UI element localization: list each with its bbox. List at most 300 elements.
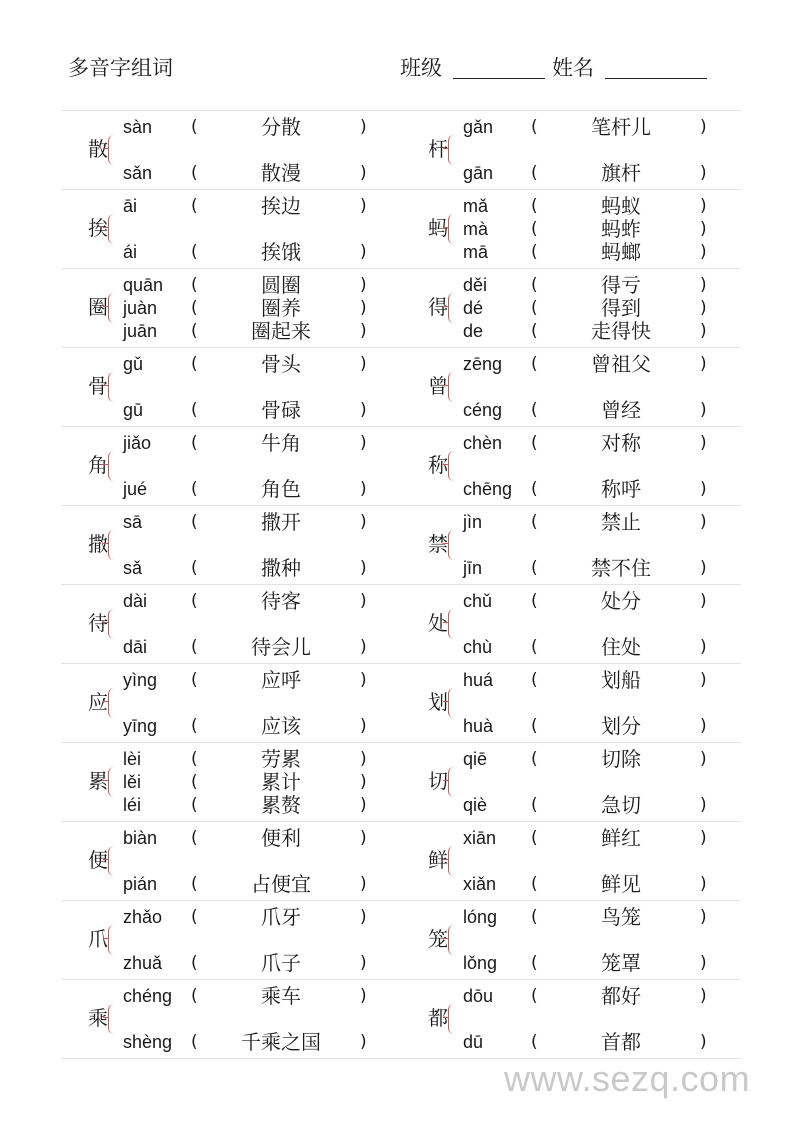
open-paren: ( — [191, 1032, 198, 1052]
table-row — [61, 189, 741, 268]
open-paren: ( — [531, 400, 538, 420]
pinyin: zhǎo — [123, 907, 163, 927]
word-answer[interactable]: 乘车 — [261, 984, 301, 1008]
close-paren: ) — [700, 433, 707, 453]
brace-icon — [448, 451, 456, 481]
polyphone-char: 曾 — [428, 374, 448, 398]
word-answer[interactable]: 旗杆 — [601, 161, 641, 185]
polyphone-char: 散 — [88, 137, 108, 161]
open-paren: ( — [191, 163, 198, 183]
open-paren: ( — [191, 242, 198, 262]
word-answer[interactable]: 鸟笼 — [601, 905, 641, 929]
char-entry — [61, 585, 401, 663]
close-paren: ) — [360, 795, 367, 815]
word-answer[interactable]: 鲜见 — [601, 872, 641, 896]
char-entry — [61, 901, 401, 979]
open-paren: ( — [191, 400, 198, 420]
open-paren: ( — [531, 670, 538, 690]
word-answer[interactable]: 走得快 — [591, 319, 651, 343]
reading-line — [401, 794, 741, 816]
reading-line — [61, 590, 401, 612]
polyphone-char: 划 — [428, 690, 448, 714]
polyphone-char: 鲜 — [428, 848, 448, 872]
close-paren: ) — [700, 354, 707, 374]
close-paren: ) — [360, 275, 367, 295]
word-answer[interactable]: 蚂螂 — [601, 240, 641, 264]
polyphone-char: 处 — [428, 611, 448, 635]
pinyin: dé — [463, 298, 484, 318]
brace-icon — [448, 846, 456, 876]
open-paren: ( — [531, 354, 538, 374]
open-paren: ( — [531, 512, 538, 532]
word-answer[interactable]: 蚂蚁 — [601, 194, 641, 218]
close-paren: ) — [700, 795, 707, 815]
open-paren: ( — [191, 670, 198, 690]
open-paren: ( — [531, 479, 538, 499]
close-paren: ) — [360, 828, 367, 848]
reading-line — [61, 636, 401, 658]
reading-line — [61, 195, 401, 217]
pinyin: chéng — [123, 986, 173, 1006]
char-entry — [401, 427, 741, 505]
polyphone-char: 乘 — [88, 1006, 108, 1030]
brace-icon — [448, 609, 456, 639]
close-paren: ) — [360, 637, 367, 657]
pinyin: jìn — [463, 512, 483, 532]
char-entry — [61, 980, 401, 1058]
pinyin: juān — [123, 321, 158, 341]
close-paren: ) — [360, 1032, 367, 1052]
close-paren: ) — [700, 670, 707, 690]
open-paren: ( — [531, 637, 538, 657]
close-paren: ) — [700, 242, 707, 262]
reading-line — [401, 432, 741, 454]
close-paren: ) — [700, 163, 707, 183]
close-paren: ) — [700, 907, 707, 927]
polyphone-char: 便 — [88, 848, 108, 872]
polyphone-char: 撒 — [88, 532, 108, 556]
pinyin: lěi — [123, 772, 142, 792]
word-answer[interactable]: 划分 — [601, 714, 641, 738]
open-paren: ( — [191, 275, 198, 295]
open-paren: ( — [531, 795, 538, 815]
pinyin: qiē — [463, 749, 488, 769]
char-entry — [401, 506, 741, 584]
close-paren: ) — [360, 242, 367, 262]
close-paren: ) — [360, 670, 367, 690]
word-answer[interactable]: 笼罩 — [601, 951, 641, 975]
reading-line — [61, 771, 401, 793]
reading-line — [401, 985, 741, 1007]
close-paren: ) — [700, 1032, 707, 1052]
table-row — [61, 347, 741, 426]
open-paren: ( — [531, 828, 538, 848]
brace-icon — [448, 688, 456, 718]
close-paren: ) — [360, 716, 367, 736]
char-entry — [61, 111, 401, 189]
polyphone-char: 蚂 — [428, 216, 448, 240]
close-paren: ) — [700, 196, 707, 216]
reading-line — [401, 1031, 741, 1053]
pinyin: sǎ — [123, 558, 143, 578]
pinyin: chèn — [463, 433, 503, 453]
polyphone-char: 称 — [428, 453, 448, 477]
open-paren: ( — [531, 716, 538, 736]
brace-icon — [108, 135, 116, 165]
word-answer[interactable]: 撒开 — [261, 510, 301, 534]
pinyin: mā — [463, 242, 489, 262]
reading-line — [401, 827, 741, 849]
polyphone-char: 角 — [88, 453, 108, 477]
word-answer[interactable]: 禁不住 — [591, 556, 651, 580]
close-paren: ) — [360, 163, 367, 183]
pinyin: gān — [463, 163, 494, 183]
reading-line — [61, 432, 401, 454]
open-paren: ( — [191, 749, 198, 769]
pinyin: sàn — [123, 117, 153, 137]
open-paren: ( — [531, 321, 538, 341]
open-paren: ( — [531, 1032, 538, 1052]
close-paren: ) — [700, 479, 707, 499]
table-row — [61, 979, 741, 1059]
name-label: 姓名 — [552, 56, 594, 80]
reading-line — [61, 399, 401, 421]
polyphone-char: 骨 — [88, 374, 108, 398]
pinyin: sā — [123, 512, 143, 532]
word-answer[interactable]: 称呼 — [601, 477, 641, 501]
close-paren: ) — [700, 986, 707, 1006]
reading-line — [61, 985, 401, 1007]
word-answer[interactable]: 对称 — [601, 431, 641, 455]
close-paren: ) — [360, 591, 367, 611]
open-paren: ( — [191, 907, 198, 927]
open-paren: ( — [191, 986, 198, 1006]
close-paren: ) — [360, 953, 367, 973]
open-paren: ( — [531, 591, 538, 611]
pinyin: jiǎo — [123, 433, 152, 453]
worksheet-header — [68, 52, 728, 86]
word-answer[interactable]: 曾经 — [601, 398, 641, 422]
reading-line — [401, 218, 741, 240]
pinyin: mǎ — [463, 196, 489, 216]
table-row — [61, 900, 741, 979]
close-paren: ) — [700, 953, 707, 973]
pinyin: dū — [463, 1032, 484, 1052]
char-entry — [401, 348, 741, 426]
reading-line — [61, 353, 401, 375]
brace-icon — [108, 609, 116, 639]
word-answer[interactable]: 劳累 — [261, 747, 301, 771]
table-row — [61, 110, 741, 189]
word-answer[interactable]: 爪子 — [261, 951, 301, 975]
polyphone-char: 累 — [88, 769, 108, 793]
word-answer[interactable]: 牛角 — [261, 431, 301, 455]
reading-line — [401, 116, 741, 138]
word-answer[interactable]: 爪牙 — [261, 905, 301, 929]
open-paren: ( — [191, 512, 198, 532]
pinyin: jué — [123, 479, 148, 499]
class-label: 班级 — [400, 56, 442, 80]
word-answer[interactable]: 鲜红 — [601, 826, 641, 850]
reading-line — [61, 297, 401, 319]
close-paren: ) — [700, 117, 707, 137]
open-paren: ( — [531, 433, 538, 453]
close-paren: ) — [700, 558, 707, 578]
word-answer[interactable]: 骨碌 — [261, 398, 301, 422]
word-answer[interactable]: 累赘 — [261, 793, 301, 817]
reading-line — [401, 274, 741, 296]
word-answer[interactable]: 散漫 — [261, 161, 301, 185]
brace-icon — [108, 688, 116, 718]
pinyin: qiè — [463, 795, 488, 815]
char-entry — [61, 269, 401, 347]
pinyin: huá — [463, 670, 494, 690]
reading-line — [61, 241, 401, 263]
polyphone-char: 应 — [88, 690, 108, 714]
reading-line — [401, 906, 741, 928]
reading-line — [61, 669, 401, 691]
close-paren: ) — [700, 321, 707, 341]
pinyin: děi — [463, 275, 488, 295]
pinyin: chù — [463, 637, 493, 657]
reading-line — [61, 952, 401, 974]
close-paren: ) — [700, 591, 707, 611]
word-answer[interactable]: 骨头 — [261, 352, 301, 376]
reading-line — [61, 715, 401, 737]
word-answer[interactable]: 应呼 — [261, 668, 301, 692]
pinyin: gǎn — [463, 117, 494, 137]
pinyin: juàn — [123, 298, 158, 318]
close-paren: ) — [700, 749, 707, 769]
pinyin: dōu — [463, 986, 494, 1006]
open-paren: ( — [191, 117, 198, 137]
char-entry — [61, 664, 401, 742]
polyphone-char: 笼 — [428, 927, 448, 951]
char-entry — [61, 822, 401, 900]
reading-line — [401, 297, 741, 319]
open-paren: ( — [191, 828, 198, 848]
reading-line — [401, 162, 741, 184]
open-paren: ( — [191, 772, 198, 792]
polyphone-char: 爪 — [88, 927, 108, 951]
brace-icon — [448, 767, 456, 797]
word-answer[interactable]: 首都 — [601, 1030, 641, 1054]
open-paren: ( — [191, 354, 198, 374]
polyphone-char: 圈 — [88, 295, 108, 319]
word-answer[interactable]: 禁止 — [601, 510, 641, 534]
char-entry — [401, 585, 741, 663]
table-row — [61, 426, 741, 505]
polyphone-char: 挨 — [88, 216, 108, 240]
pinyin: lóng — [463, 907, 498, 927]
pinyin: gū — [123, 400, 144, 420]
reading-line — [401, 669, 741, 691]
table-row — [61, 505, 741, 584]
word-answer[interactable]: 圈养 — [261, 296, 301, 320]
brace-icon — [108, 530, 116, 560]
reading-line — [401, 748, 741, 770]
reading-line — [61, 1031, 401, 1053]
close-paren: ) — [700, 298, 707, 318]
pinyin: ái — [123, 242, 138, 262]
close-paren: ) — [360, 196, 367, 216]
word-answer[interactable]: 待客 — [261, 589, 301, 613]
pinyin: dāi — [123, 637, 148, 657]
word-answer[interactable]: 蚂蚱 — [601, 217, 641, 241]
open-paren: ( — [191, 479, 198, 499]
polyphone-char: 切 — [428, 769, 448, 793]
brace-icon — [108, 846, 116, 876]
brace-icon — [108, 214, 116, 244]
close-paren: ) — [360, 986, 367, 1006]
char-entry — [401, 822, 741, 900]
word-answer[interactable]: 都好 — [601, 984, 641, 1008]
open-paren: ( — [531, 219, 538, 239]
open-paren: ( — [191, 321, 198, 341]
table-row — [61, 268, 741, 347]
table-row — [61, 742, 741, 821]
reading-line — [401, 715, 741, 737]
brace-icon — [448, 1004, 456, 1034]
brace-icon — [448, 530, 456, 560]
word-answer[interactable]: 撒种 — [261, 556, 301, 580]
close-paren: ) — [360, 874, 367, 894]
reading-line — [61, 320, 401, 342]
word-answer[interactable]: 曾祖父 — [591, 352, 651, 376]
word-answer[interactable]: 累计 — [261, 770, 301, 794]
word-answer[interactable]: 便利 — [261, 826, 301, 850]
close-paren: ) — [360, 117, 367, 137]
open-paren: ( — [531, 749, 538, 769]
word-answer[interactable]: 千乘之国 — [241, 1030, 321, 1054]
polyphone-table — [61, 110, 741, 1059]
pinyin: pián — [123, 874, 158, 894]
char-entry — [61, 427, 401, 505]
reading-line — [401, 873, 741, 895]
pinyin: lǒng — [463, 953, 498, 973]
brace-icon — [448, 925, 456, 955]
reading-line — [61, 274, 401, 296]
word-answer[interactable]: 切除 — [601, 747, 641, 771]
reading-line — [61, 557, 401, 579]
worksheet-title: 多音字组词 — [68, 56, 173, 80]
word-answer[interactable]: 圆圈 — [261, 273, 301, 297]
reading-line — [401, 399, 741, 421]
word-answer[interactable]: 得到 — [601, 296, 641, 320]
reading-line — [61, 906, 401, 928]
polyphone-char: 禁 — [428, 532, 448, 556]
pinyin: yìng — [123, 670, 158, 690]
open-paren: ( — [191, 716, 198, 736]
open-paren: ( — [531, 907, 538, 927]
close-paren: ) — [360, 749, 367, 769]
reading-line — [401, 511, 741, 533]
word-answer[interactable]: 处分 — [601, 589, 641, 613]
pinyin: mà — [463, 219, 489, 239]
char-entry — [401, 980, 741, 1058]
word-answer[interactable]: 挨边 — [261, 194, 301, 218]
word-answer[interactable]: 笔杆儿 — [591, 115, 651, 139]
pinyin: biàn — [123, 828, 158, 848]
close-paren: ) — [360, 512, 367, 532]
reading-line — [401, 590, 741, 612]
reading-line — [61, 794, 401, 816]
close-paren: ) — [360, 479, 367, 499]
open-paren: ( — [531, 117, 538, 137]
open-paren: ( — [531, 986, 538, 1006]
open-paren: ( — [191, 637, 198, 657]
polyphone-char: 待 — [88, 611, 108, 635]
reading-line — [401, 952, 741, 974]
pinyin: lèi — [123, 749, 142, 769]
table-row — [61, 663, 741, 742]
reading-line — [61, 748, 401, 770]
char-entry — [401, 111, 741, 189]
close-paren: ) — [360, 321, 367, 341]
word-answer[interactable]: 占便宜 — [251, 872, 311, 896]
word-answer[interactable]: 得亏 — [601, 273, 641, 297]
char-entry — [401, 269, 741, 347]
reading-line — [401, 557, 741, 579]
reading-line — [61, 162, 401, 184]
pinyin: gǔ — [123, 354, 144, 374]
name-blank-line[interactable] — [605, 78, 707, 79]
word-answer[interactable]: 应该 — [261, 714, 301, 738]
brace-icon — [448, 135, 456, 165]
pinyin: huà — [463, 716, 494, 736]
word-answer[interactable]: 圈起来 — [251, 319, 311, 343]
open-paren: ( — [531, 196, 538, 216]
close-paren: ) — [700, 874, 707, 894]
polyphone-char: 都 — [428, 1006, 448, 1030]
reading-line — [401, 320, 741, 342]
reading-line — [401, 241, 741, 263]
char-entry — [61, 506, 401, 584]
close-paren: ) — [700, 400, 707, 420]
reading-line — [61, 478, 401, 500]
word-answer[interactable]: 角色 — [261, 477, 301, 501]
table-row — [61, 821, 741, 900]
word-answer[interactable]: 住处 — [601, 635, 641, 659]
class-blank-line[interactable] — [453, 78, 545, 79]
pinyin: zēng — [463, 354, 503, 374]
word-answer[interactable]: 划船 — [601, 668, 641, 692]
close-paren: ) — [360, 772, 367, 792]
char-entry — [401, 901, 741, 979]
reading-line — [61, 873, 401, 895]
open-paren: ( — [531, 163, 538, 183]
watermark: www.sezq.com — [504, 1058, 751, 1099]
pinyin: dài — [123, 591, 148, 611]
polyphone-char: 杆 — [428, 137, 448, 161]
word-answer[interactable]: 分散 — [261, 115, 301, 139]
open-paren: ( — [191, 795, 198, 815]
close-paren: ) — [700, 828, 707, 848]
char-entry — [401, 664, 741, 742]
close-paren: ) — [360, 400, 367, 420]
pinyin: de — [463, 321, 484, 341]
close-paren: ) — [360, 298, 367, 318]
word-answer[interactable]: 挨饿 — [261, 240, 301, 264]
open-paren: ( — [531, 558, 538, 578]
open-paren: ( — [531, 874, 538, 894]
open-paren: ( — [191, 953, 198, 973]
polyphone-char: 得 — [428, 295, 448, 319]
word-answer[interactable]: 待会儿 — [251, 635, 311, 659]
word-answer[interactable]: 急切 — [601, 793, 641, 817]
pinyin: quān — [123, 275, 164, 295]
close-paren: ) — [700, 219, 707, 239]
